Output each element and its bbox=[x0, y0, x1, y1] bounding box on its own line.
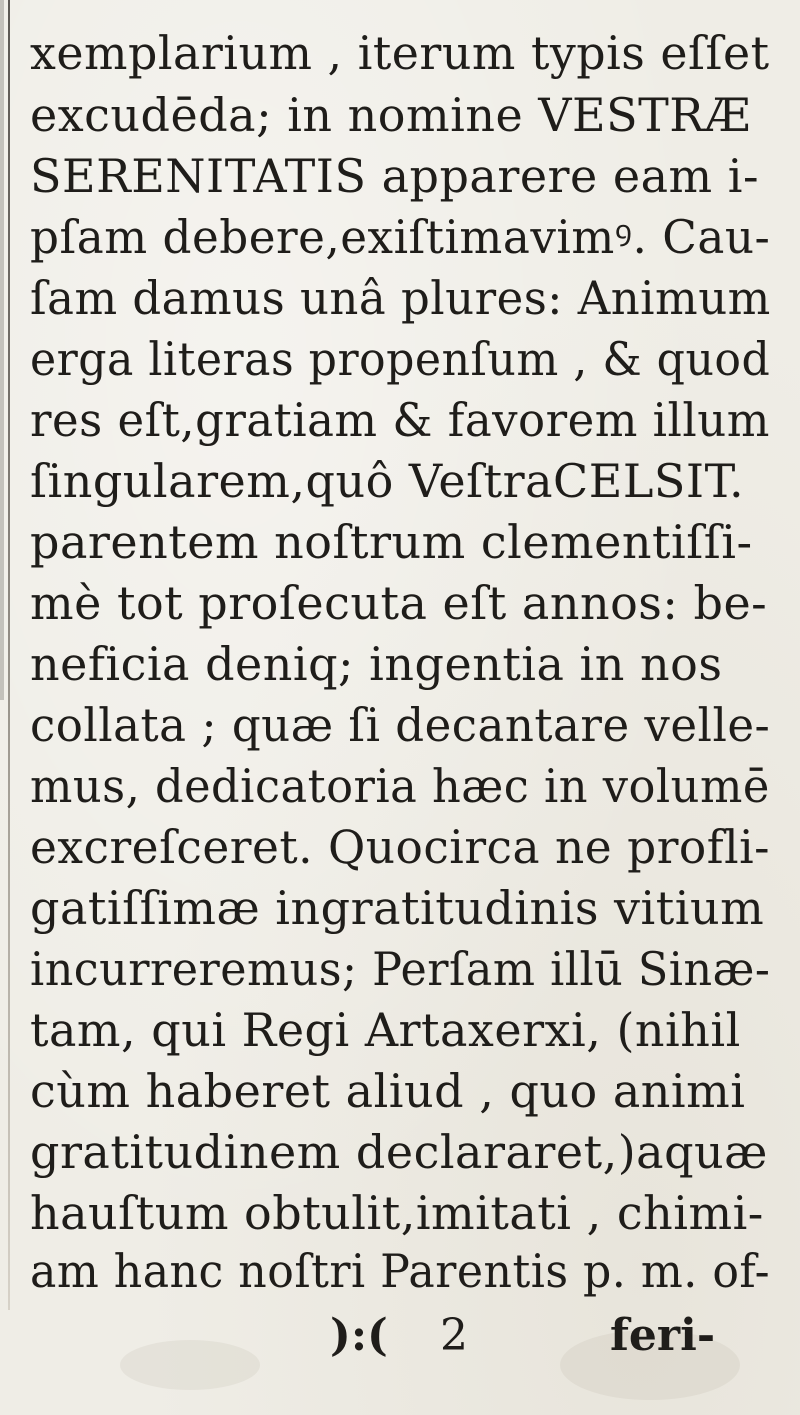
page-gutter-edge bbox=[8, 0, 10, 1310]
text-line: res eſt,gratiam & favorem illum bbox=[30, 393, 770, 447]
text-line: xemplarium , iterum typis eſſet bbox=[30, 26, 770, 80]
text-line: incurreremus; Perſam illū Sinæ- bbox=[30, 942, 771, 996]
text-line: gatiſſimæ ingratitudinis vitium bbox=[30, 881, 765, 935]
text-line: mus, dedicatoria hæc in volumē bbox=[30, 759, 770, 813]
text-line: mè tot proſecuta eſt annos: be- bbox=[30, 576, 768, 630]
text-line: parentem noſtrum clementiſſi- bbox=[30, 515, 753, 569]
catchword: feri- bbox=[610, 1310, 716, 1361]
text-line: neficia deniq; ingentia in nos bbox=[30, 637, 723, 691]
text-line: ſingularem,quô VeſtraCELSIT. bbox=[30, 454, 745, 508]
signature-mark: ):( bbox=[330, 1310, 388, 1361]
text-line: collata ; quæ ſi decantare velle- bbox=[30, 698, 771, 752]
text-line: cùm haberet aliud , quo animi bbox=[30, 1064, 746, 1118]
text-line: am hanc noſtri Parentis p. m. of- bbox=[30, 1244, 771, 1298]
text-line: pſam debere,exiſtimavimꝰ. Cau- bbox=[30, 210, 771, 264]
text-line: erga literas propenſum , & quod bbox=[30, 332, 771, 386]
text-line: ſam damus unâ plures: Animum bbox=[30, 271, 771, 325]
signature-line bbox=[30, 1310, 790, 1370]
text-line: SERENITATIS apparere eam i- bbox=[30, 149, 760, 203]
text-line: gratitudinem declararet,)aquæ bbox=[30, 1125, 768, 1179]
text-line: excreſceret. Quocirca ne profli- bbox=[30, 820, 771, 874]
text-line: excudēda; in nomine VESTRÆ bbox=[30, 88, 751, 142]
text-line: hauſtum obtulit,imitati , chimi- bbox=[30, 1186, 764, 1240]
text-line: tam, qui Regi Artaxerxi, (nihil bbox=[30, 1003, 741, 1057]
page-gutter-shadow bbox=[0, 0, 4, 700]
signature-number: 2 bbox=[440, 1310, 468, 1361]
